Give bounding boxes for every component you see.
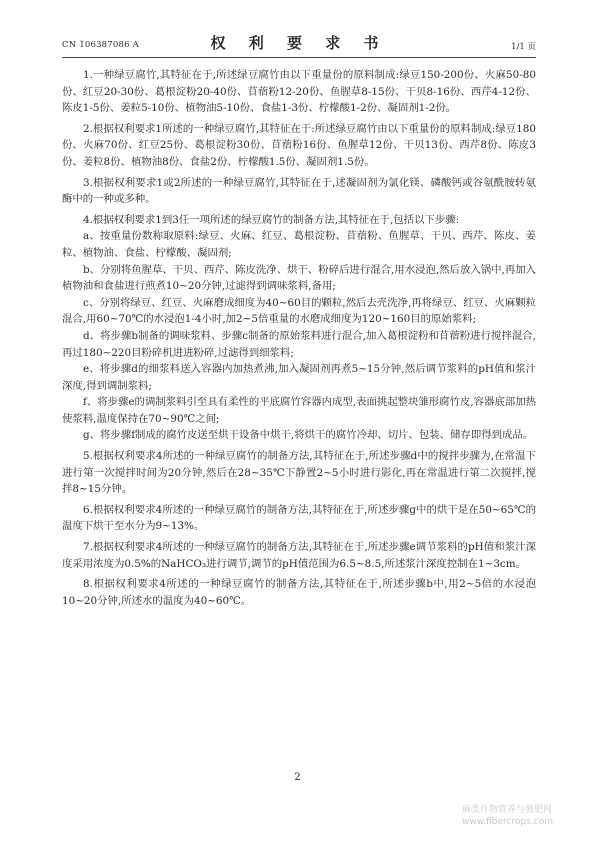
step-f: f、将步骤e的调制浆料引至具有柔性的平底腐竹容器内成型,表面挑起整块雏形腐竹皮,容器底部加热使浆料,温度保持在70~90℃之间;: [62, 396, 537, 425]
document-header: [62, 28, 536, 54]
site-watermark: [462, 804, 553, 828]
claim-7: 7.根据权利要求4所述的一种绿豆腐竹的制备方法,其特征在于,所述步骤e调节浆料的pH值和浆汁深度采用浓度为0.5%的NaHCO₃进行调节,调节的pH值范围为6.5~8.5,所述浆汁深度控制在1~3cm。: [62, 541, 536, 570]
claims-body: [62, 67, 536, 613]
step-c: c、分别将绿豆、红豆、火麻磨成细度为40~60目的颗粒,然后去壳洗净,再将绿豆、红豆、火麻颗粒混合,用60~70℃的水浸泡1-4小时,加2~5倍重量的水磨成细度为120~160目的原始浆料;: [62, 296, 536, 326]
page-number: 2: [294, 772, 301, 783]
header-rule: [62, 57, 536, 58]
step-d: d、将步骤b制备的调味浆料、步骤c制备的原始浆料进行混合,加入葛根淀粉和苜蓿粉进行搅拌混合,再过180~220目粉碎机进进粉碎,过滤得到细浆料;: [62, 329, 536, 359]
watermark-line-2: www.fibercrops.com: [462, 817, 553, 827]
step-b: b、分别将鱼腥草、干贝、西芹、陈皮洗净、烘干、粉碎后进行混合,用水浸泡,然后放入锅中,再加入植物油和食盐进行煎煮10~20分钟,过滤得到调味浆料,备用;: [62, 263, 536, 293]
claim-3: 3.根据权利要求1或2所述的一种绿豆腐竹,其特征在于,述凝固剂为氯化镁、磷酸钙或谷氨酰胺转氨酶中的一种或多种。: [62, 176, 536, 206]
claim-2: 2.根据权利要求1所述的一种绿豆腐竹,其特征在于:所述绿豆腐竹由以下重量份的原料制成:绿豆180份、火麻70份、红豆25份、葛根淀粉30份、苜蓿粉16份、鱼腥草12份、干贝13份、西芹8份、陈皮3份、姜粒8份、植物油8份、食盐2份、柠檬酸1.5份、凝固剂1.5份。: [62, 122, 536, 168]
claim-1: 1.一种绿豆腐竹,其特征在于,所述绿豆腐竹由以下重量份的原料制成:绿豆150-200份、火麻50-80份、红豆20-30份、葛根淀粉20-40份、苜蓿粉12-20份、鱼腥草8-15份、干贝8-16份、西芹4-12份、陈皮1-5份、姜粒5-10份、植物油5-10份、食盐1-3份、柠檬酸1-2份、凝固剂1-2份。: [62, 69, 536, 115]
patent-number: CN 106387086 A: [62, 40, 139, 50]
step-g: g、将步骤f制成的腐竹皮送至烘干设备中烘干,将烘干的腐竹冷却、切片、包装、储存即得到成品。: [83, 429, 534, 442]
page-info: 1/1 页: [511, 42, 536, 52]
watermark-line-1: 麻类作物营养与施肥网: [462, 805, 553, 815]
claim-6: 6.根据权利要求4所述的一种绿豆腐竹的制备方法,其特征在于,所述步骤g中的烘干是在50~65℃的温度下烘干至水分为9~13%。: [62, 503, 536, 533]
document-title: 权 利 要 求 书: [210, 34, 388, 52]
claim-4: 4.根据权利要求1到3任一项所述的绿豆腐竹的制备方法,其特征在于,包括以下步骤:: [83, 213, 460, 226]
step-e: e、将步骤d的细浆料送入容器内加热煮沸,加入凝固剂再煮5~15分钟,然后调节浆料的pH值和浆汁深度,得到调制浆料;: [62, 363, 536, 392]
step-a: a、按重量份数称取原料:绿豆、火麻、红豆、葛根淀粉、苜蓿粉、鱼腥草、干贝、西芹、陈皮、姜粒、植物油、食盐、柠檬酸、凝固剂;: [62, 230, 536, 259]
claim-5: 5.根据权利要求4所述的一种绿豆腐竹的制备方法,其特征在于,所述步骤d中的搅拌步骤为,在常温下进行第一次搅拌时间为20分钟,然后在28~35℃下静置2~5小时进行影化,再在常温进行第二次搅拌,搅拌8~15分钟。: [62, 450, 536, 496]
claim-8: 8.根据权利要求4所述的一种绿豆腐竹的制备方法,其特征在于,所述步骤b中,用2~5倍的水浸泡10~20分钟,所述水的温度为40~60℃。: [62, 578, 536, 607]
